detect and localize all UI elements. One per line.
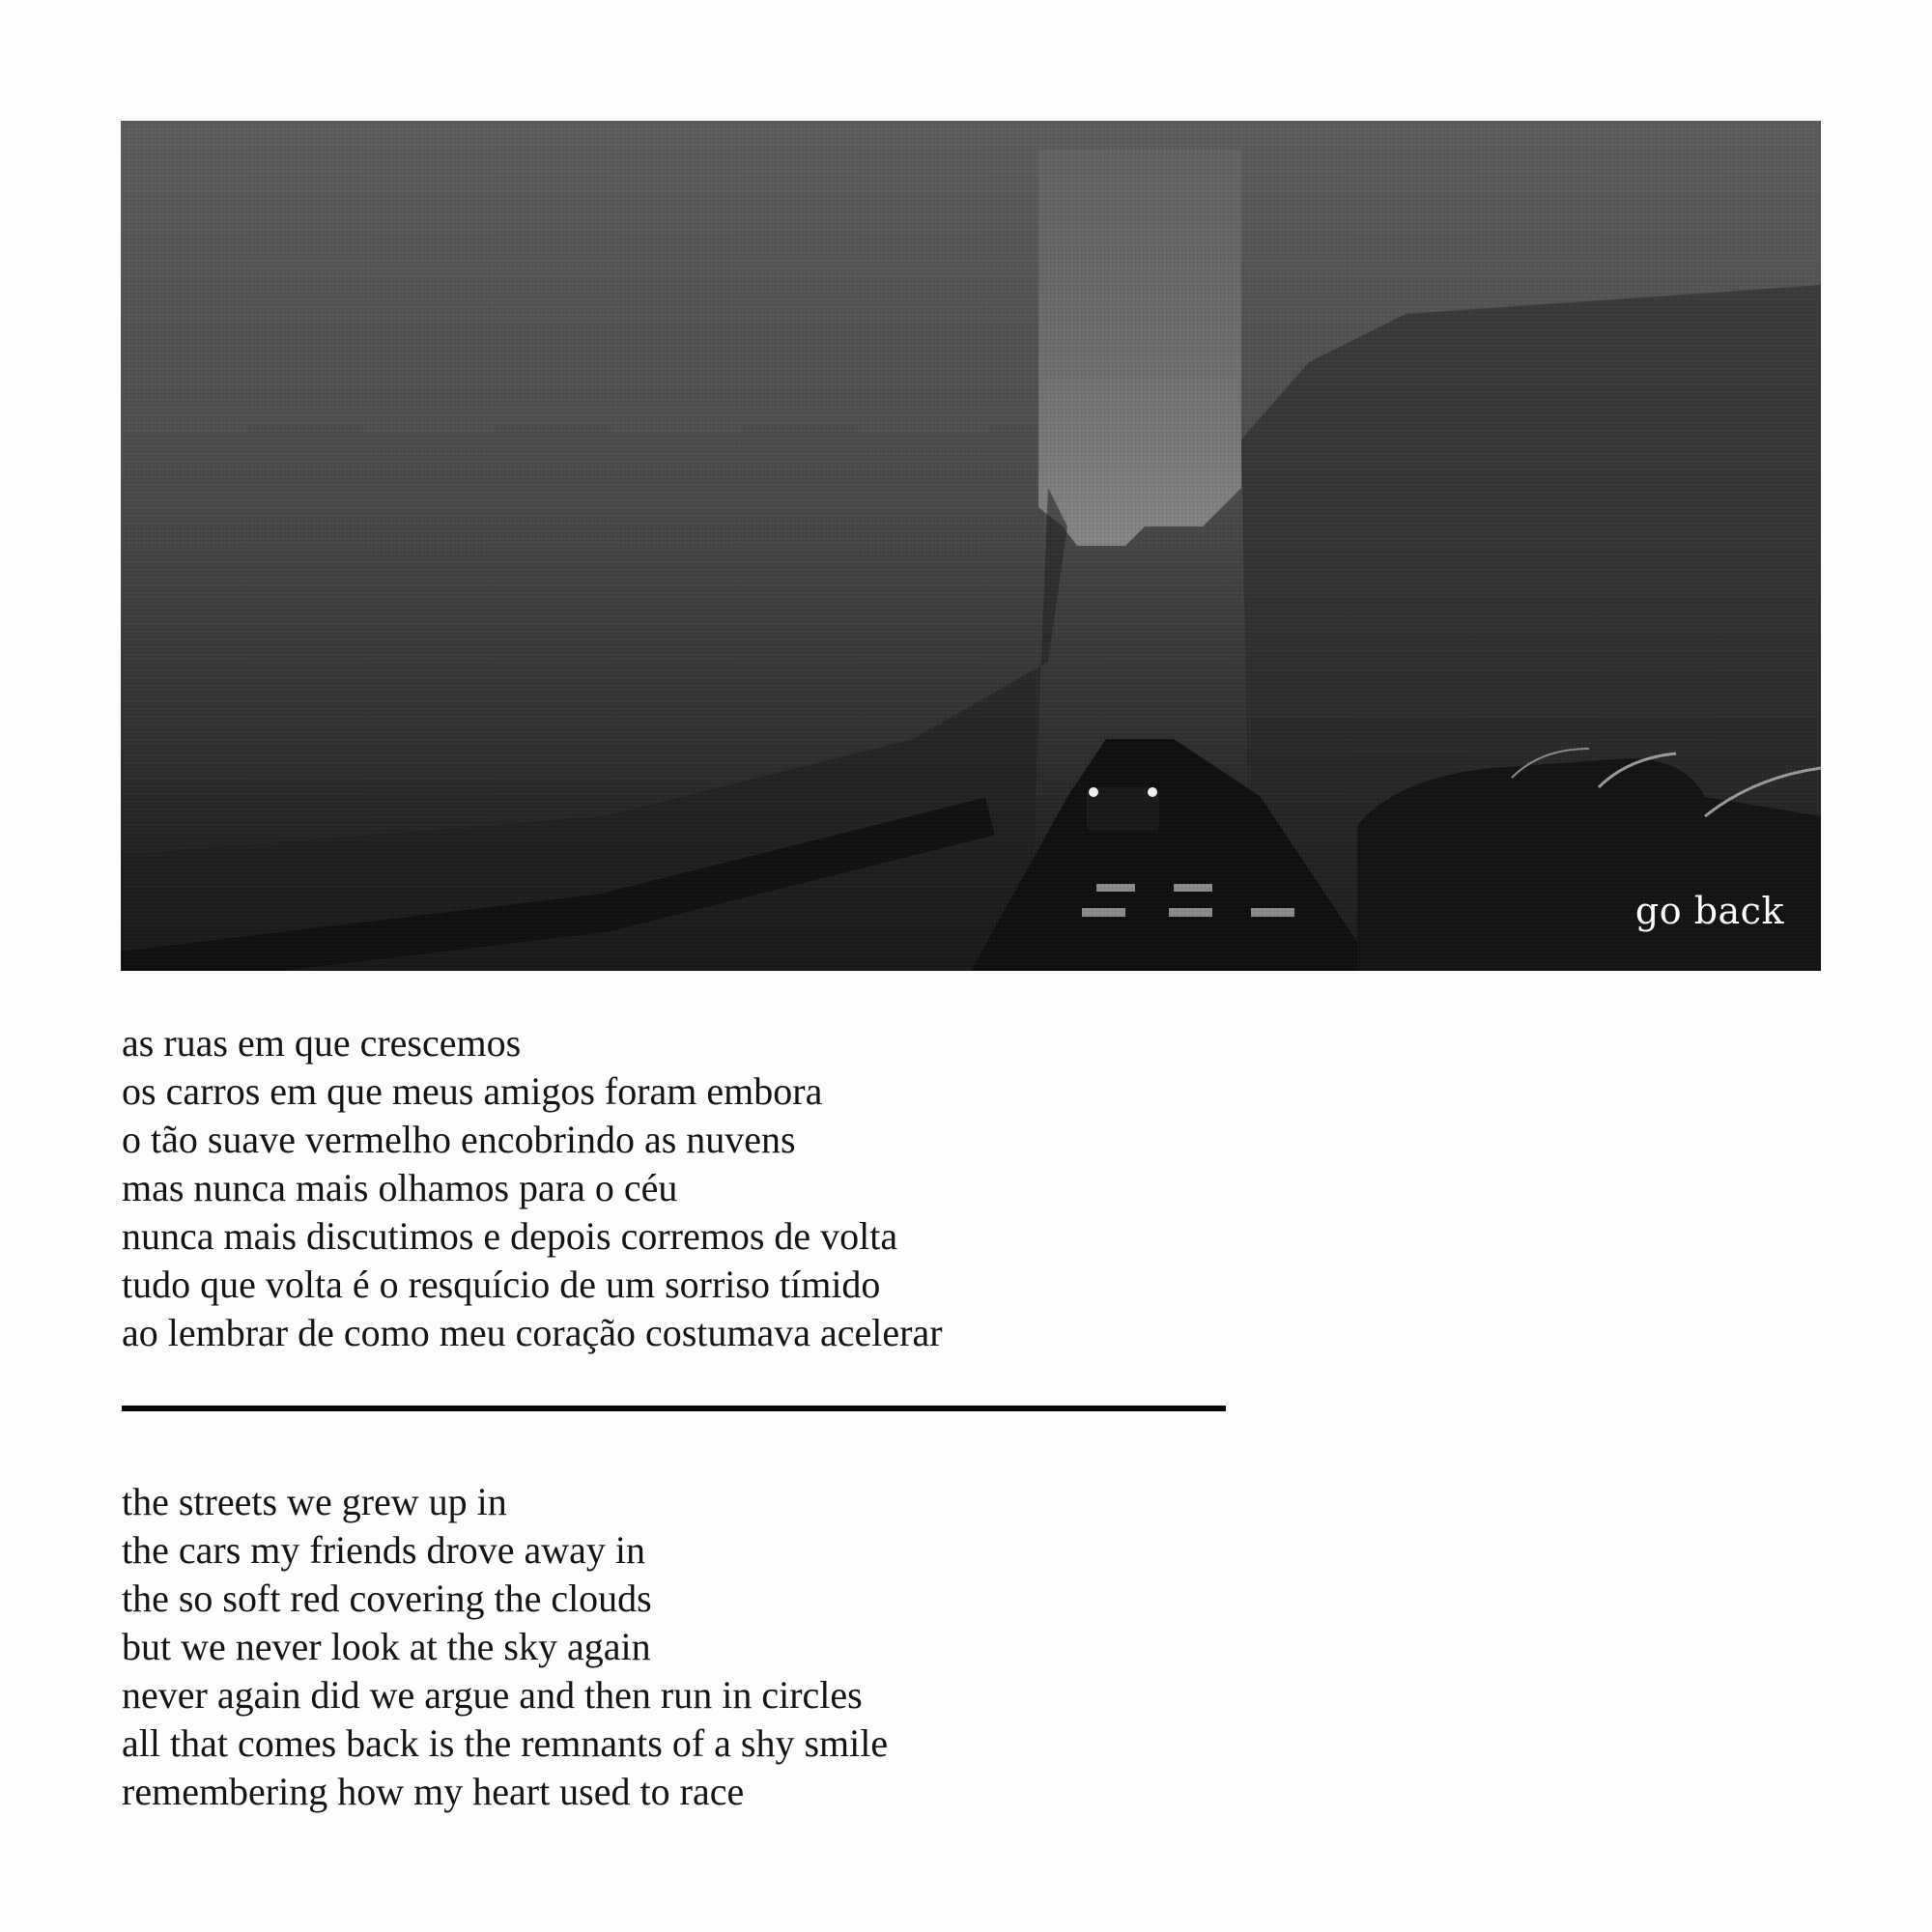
poem-line: as ruas em que crescemos: [122, 1021, 522, 1065]
poem-line: all that comes back is the remnants of a shy smile: [122, 1721, 889, 1765]
poem-portuguese: [122, 1019, 943, 1357]
poem-line: o tão suave vermelho encobrindo as nuvens: [122, 1118, 796, 1161]
poem-line: but we never look at the sky again: [122, 1625, 651, 1668]
poem-line: os carros em que meus amigos foram embora: [122, 1069, 823, 1113]
poem-line: the streets we grew up in: [122, 1480, 507, 1523]
foggy-street-photo: [121, 121, 1821, 971]
poem-line: the so soft red covering the clouds: [122, 1577, 652, 1620]
street-scene-image: [121, 121, 1821, 971]
poem-line: remembering how my heart used to race: [122, 1770, 745, 1813]
poem-line: nunca mais discutimos e depois corremos de volta: [122, 1214, 898, 1258]
poem-line: the cars my friends drove away in: [122, 1528, 646, 1572]
poem-line: ao lembrar de como meu coração costumava acelerar: [122, 1311, 943, 1354]
poem-line: mas nunca mais olhamos para o céu: [122, 1166, 678, 1209]
poem-english: [122, 1478, 888, 1816]
go-back-link[interactable]: go back: [1634, 890, 1784, 932]
poem-line: never again did we argue and then run in circles: [122, 1673, 863, 1717]
section-divider: [122, 1406, 1226, 1411]
poem-line: tudo que volta é o resquício de um sorriso tímido: [122, 1263, 881, 1306]
